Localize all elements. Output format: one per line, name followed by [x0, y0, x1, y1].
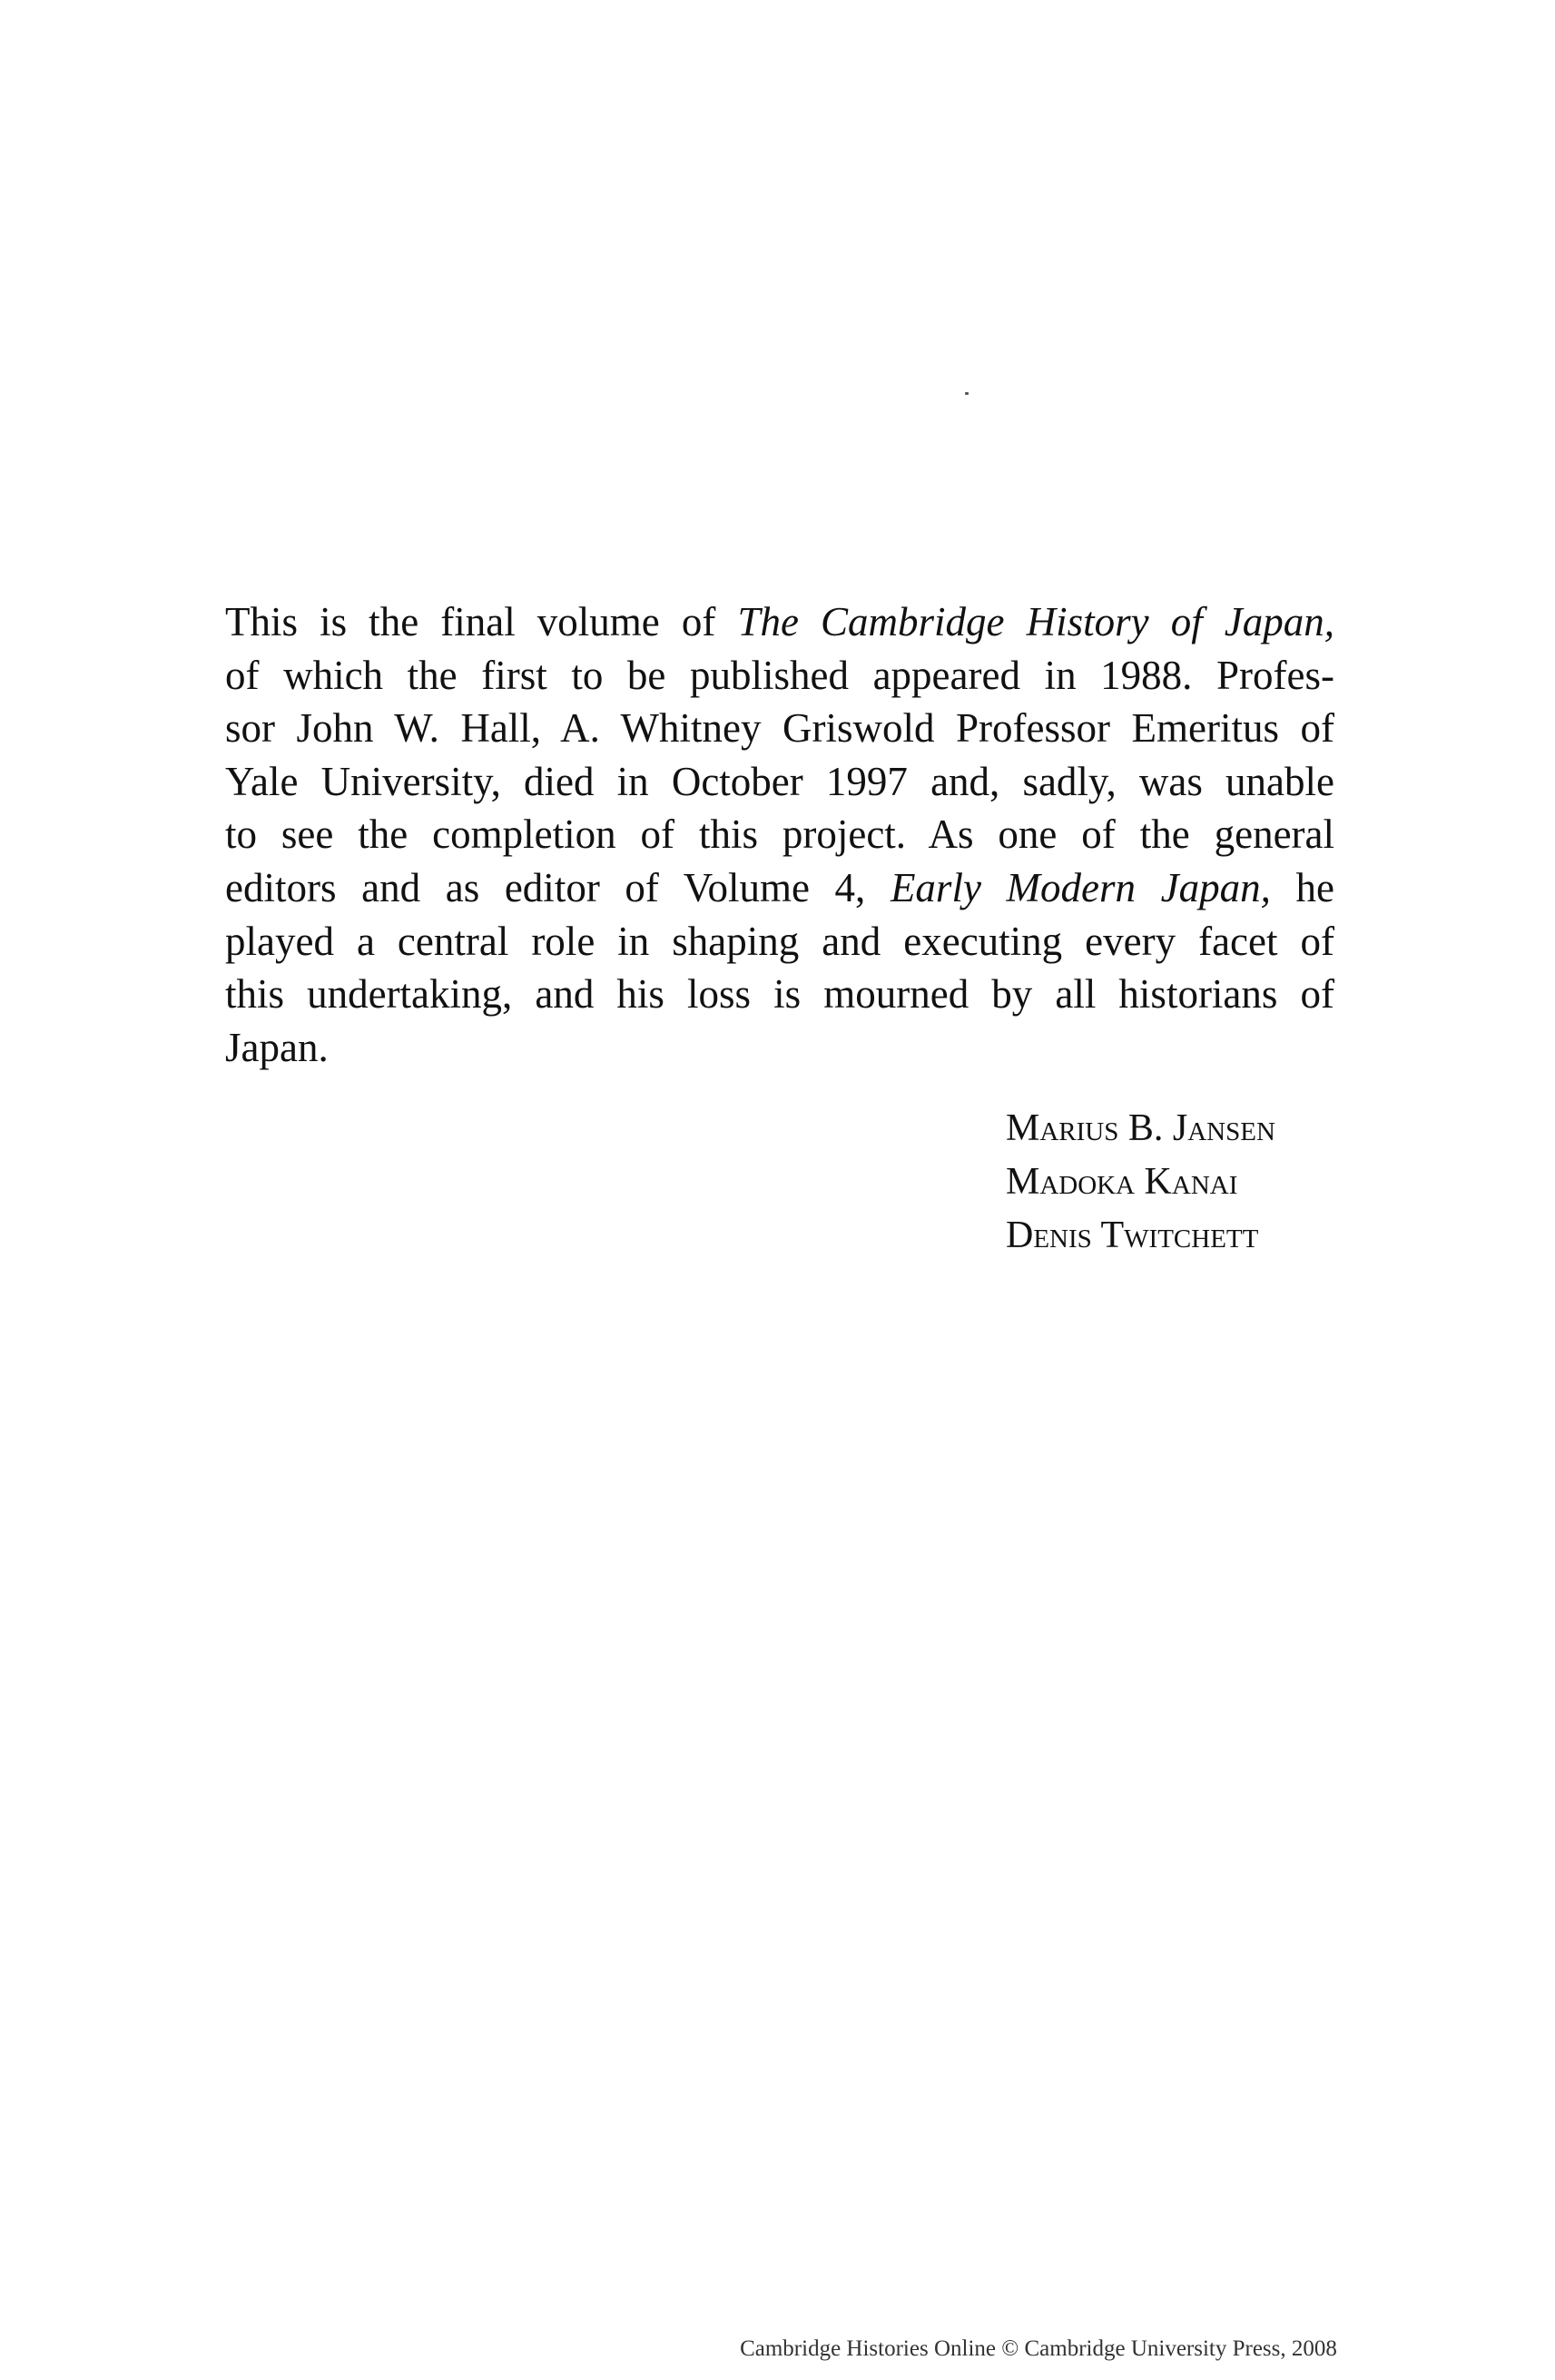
signature-editor: Madoka Kanai [1006, 1161, 1238, 1203]
signature-editor: Denis Twitchett [1006, 1215, 1259, 1256]
text-run: This is the final volume of [225, 599, 738, 644]
dedication-line [225, 595, 1334, 649]
text-run: Yale University, died in October 1997 and, sadly, was unable [225, 758, 1334, 804]
book-title: Early Modern Japan, [890, 864, 1271, 910]
text-run: to see the completion of this project. As one of the general [225, 811, 1334, 858]
dedication-line [225, 1021, 1334, 1075]
dedication-line [225, 702, 1334, 755]
text-run: editors and as editor of Volume 4, [225, 864, 891, 910]
signature-block [1006, 1102, 1387, 1263]
text-run: he [1270, 864, 1334, 910]
dedication-line [225, 649, 1334, 703]
dedication-paragraph [225, 595, 1334, 1074]
dedication-line [225, 808, 1334, 861]
text-run: sor John W. Hall, A. Whitney Griswold Professor Emeritus of [225, 705, 1334, 752]
dedication-line [225, 755, 1334, 809]
text-run: played a central role in shaping and executing every facet of [225, 918, 1334, 964]
stray-ink-mark [965, 392, 969, 395]
dedication-line [225, 861, 1334, 915]
copyright-text: Cambridge Histories Online © Cambridge University Press, 2008 [740, 2336, 1337, 2361]
text-run: Japan. [225, 1024, 329, 1070]
dedication-line [225, 968, 1334, 1021]
text-run: this undertaking, and his loss is mourned by all historians of [225, 971, 1334, 1018]
signature-editor: Marius B. Jansen [1006, 1107, 1275, 1149]
dedication-line [225, 915, 1334, 969]
copyright-footer [0, 2336, 1555, 2362]
book-title: The Cambridge History of Japan, [737, 599, 1335, 644]
text-run: of which the first to be published appeared in 1988. Profes- [225, 652, 1334, 698]
